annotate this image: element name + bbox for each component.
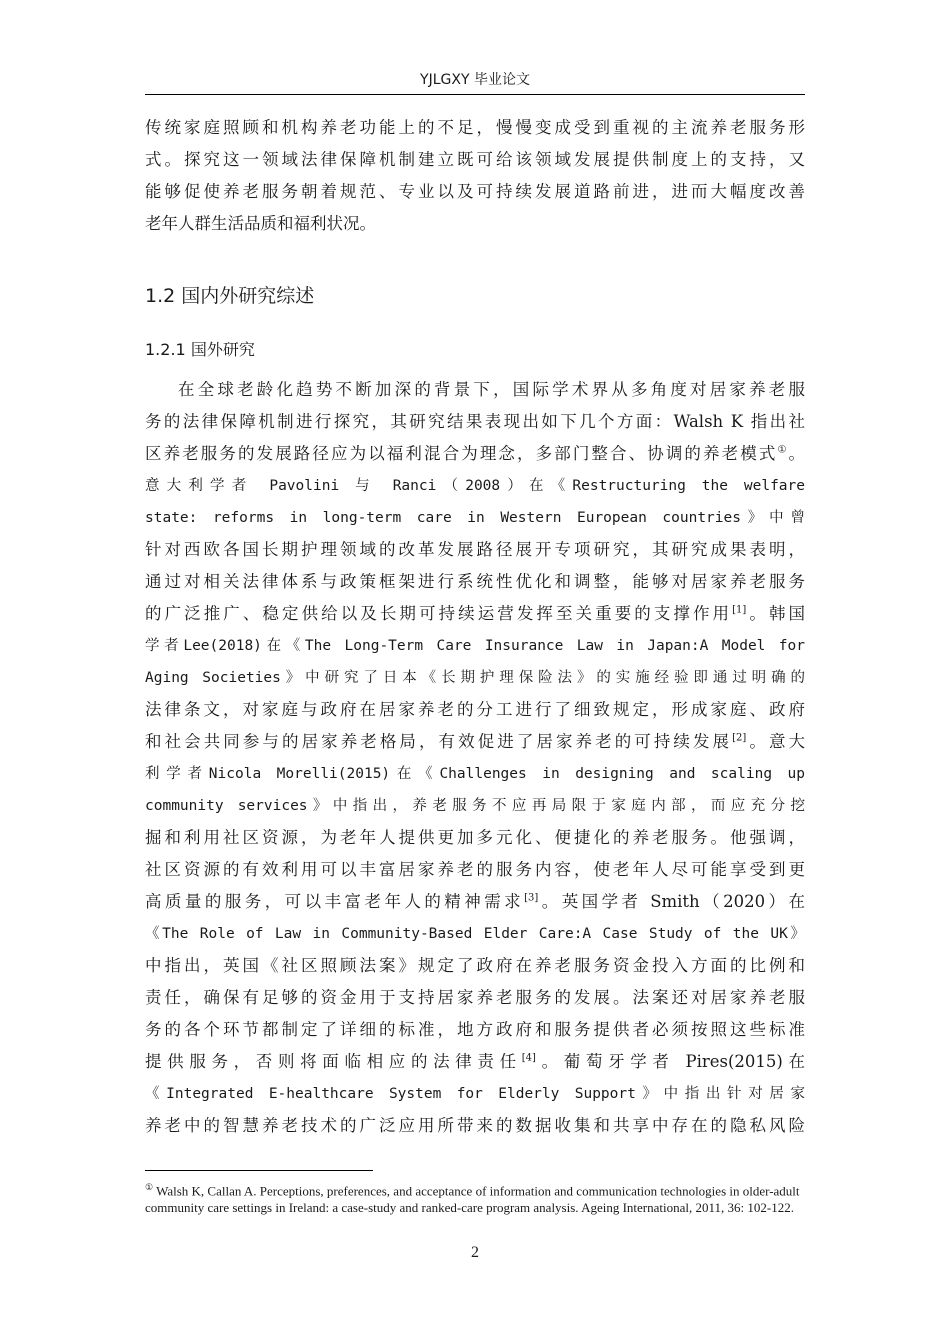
text-span: 和社会共同参与的居家养老格局，有效促进了居家养老的可持续发展 [145,732,733,751]
text-span: 。葡萄牙学者 Pires(2015)在 [535,1052,806,1071]
text-line: 针对西欧各国长期护理领域的改革发展路径展开专项研究，其研究成果表明， [145,540,805,559]
text-line: 社区资源的有效利用可以丰富居家养老的服务内容，使老年人尽可能享受到更 [145,860,805,879]
text-span: 。韩国 [746,604,806,623]
citation-ref: [1] [732,604,747,616]
text-line: 中指出，英国《社区照顾法案》规定了政府在养老服务资金投入方面的比例和 [145,956,805,975]
text-span: 。意大 [746,732,806,751]
citation-ref: [4] [521,1052,536,1064]
text-line [145,1046,805,1078]
footnote-marker: ① [777,444,789,456]
text-span: 提供服务，否则将面临相应的法律责任 [145,1052,522,1071]
body-paragraph [145,374,805,1142]
text-line: Aging Societies》中研究了日本《长期护理保险法》的实施经验即通过明确的 [145,670,805,686]
text-line [145,598,805,630]
text-line: 传统家庭照顾和机构养老功能上的不足，慢慢变成受到重视的主流养老服务形 [145,118,805,137]
subsection-heading [145,332,805,368]
section-number: 1.2 [145,285,176,307]
footnote-text: Walsh K, Callan A. Perceptions, preferences, and acceptance of information and communication technologies in older-adult community care settings in Ireland: a case-study and ranked-care program analysis. Ageing International, 2011, 36: 102-122. [145,1183,800,1216]
text-line: 务的各个环节都制定了详细的标准，地方政府和服务提供者必须按照这些标准 [145,1020,805,1039]
text-line: 《The Role of Law in Community-Based Elder Care:A Case Study of the UK》 [145,926,805,942]
text-line [145,726,805,758]
text-span: 。 [788,444,806,463]
running-header [145,66,805,95]
subsection-title: 国外研究 [190,340,255,359]
text-line: 利学者Nicola Morelli(2015)在《Challenges in designing and scaling up [145,766,805,782]
section-title: 国内外研究综述 [181,285,315,307]
text-line: 养老中的智慧养老技术的广泛应用所带来的数据收集和共享中存在的隐私风险 [145,1116,805,1135]
text-line: 能够促使养老服务朝着规范、专业以及可持续发展道路前进，进而大幅度改善 [145,182,805,201]
footnote-marker: ① [145,1182,154,1192]
text-span: 高质量的服务，可以丰富老年人的精神需求 [145,892,525,911]
text-span: 的广泛推广、稳定供给以及长期可持续运营发挥至关重要的支撑作用 [145,604,733,623]
text-line: 法律条文，对家庭与政府在居家养老的分工进行了细致规定，形成家庭、政府 [145,700,805,719]
text-line: 学者Lee(2018)在《The Long-Term Care Insurance Law in Japan:A Model for [145,638,805,654]
text-line: 《Integrated E-healthcare System for Elderly Support》中指出针对居家 [145,1086,805,1102]
text-line: 老年人群生活品质和福利状况。 [145,214,376,233]
page-number: 2 [471,1244,479,1261]
text-line: 式。探究这一领域法律保障机制建立既可给该领域发展提供制度上的支持，又 [145,150,805,169]
text-line: 在全球老龄化趋势不断加深的背景下，国际学术界从多角度对居家养老服 [178,380,805,399]
subsection-number: 1.2.1 [145,340,186,359]
text-line: community services》中指出，养老服务不应再局限于家庭内部，而应充分挖 [145,798,805,814]
text-line: 掘和利用社区资源，为老年人提供更加多元化、便捷化的养老服务。他强调， [145,828,805,847]
text-line: 通过对相关法律体系与政策框架进行系统性优化和调整，能够对居家养老服务 [145,572,805,591]
text-line [145,886,805,918]
section-heading [145,276,805,316]
footnote-divider [145,1170,373,1171]
text-span: 区养老服务的发展路径应为以福利混合为理念，多部门整合、协调的养老模式 [145,444,778,463]
citation-ref: [3] [524,892,539,904]
text-line: state: reforms in long-term care in Western European countries》中曾 [145,510,805,526]
header-title: YJLGXY 毕业论文 [420,72,530,88]
text-line [145,438,805,470]
text-line: 责任，确保有足够的资金用于支持居家养老服务的发展。法案还对居家养老服 [145,988,805,1007]
citation-ref: [2] [732,732,747,744]
text-span: 。英国学者 Smith（2020）在 [538,892,805,911]
text-line: 意大利学者 Pavolini 与 Ranci（2008）在《Restructuring the welfare [145,478,805,494]
footnote [145,1179,805,1216]
text-line: 务的法律保障机制进行探究，其研究结果表现出如下几个方面：Walsh K 指出社 [145,412,805,431]
intro-paragraph [145,112,805,240]
